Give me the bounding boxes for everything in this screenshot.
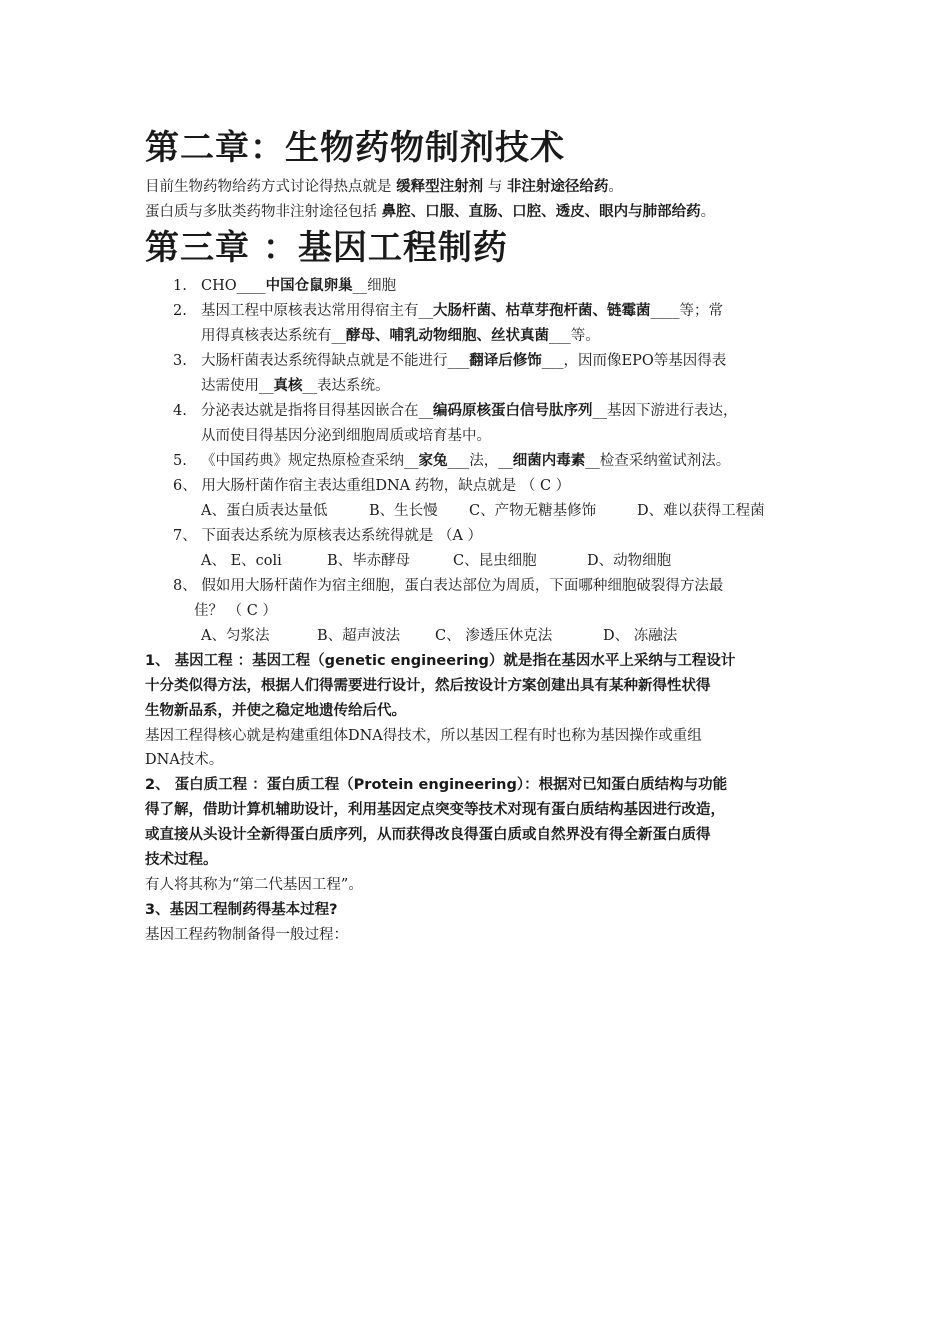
bold-text: 鼻腔、口服、直肠、口腔、透皮、眼内与肺部给药 — [381, 204, 701, 220]
text: 大肠杆菌表达系统得缺点就是不能进行___ — [201, 353, 470, 369]
question-7-options — [201, 549, 671, 573]
question-number: 5. — [173, 453, 187, 469]
term-2-line-1: 2、 蛋白质工程 ：蛋白质工程（Protein engineering）：根据对已知蛋白质结构与功能 — [145, 777, 728, 793]
term-1-note-line-1: 基因工程得核心就是构建重组体DNA得技术，所以基因工程有时也称为基因操作或重组 — [145, 728, 702, 744]
term-3-title: 3、基因工程制药得基本过程? — [145, 902, 338, 918]
question-number: 7、 — [173, 528, 197, 544]
text: ____等；常 — [650, 303, 723, 319]
option-a: A、匀浆法 — [201, 628, 270, 644]
text: __基因下游进行表达， — [592, 403, 738, 419]
option-a: A、蛋白质表达量低 — [201, 503, 328, 519]
question-6-options — [201, 499, 765, 523]
question-2-line-2 — [201, 324, 600, 348]
answer-text: 家兔 — [418, 453, 448, 469]
answer-text: 真核 — [273, 378, 303, 394]
question-5 — [173, 449, 730, 473]
text: ___等。 — [549, 328, 600, 344]
chapter-3-title: 第三章 ：基因工程制药 — [145, 228, 508, 268]
question-number: 8、 — [173, 578, 197, 594]
text: ___法，__ — [447, 453, 513, 469]
text: __检查采纳鲎试剂法。 — [585, 453, 731, 469]
question-number: 3. — [173, 353, 187, 369]
option-b: B、超声波法 — [317, 628, 401, 644]
question-3-line-1 — [173, 349, 726, 373]
question-1 — [173, 274, 396, 298]
term-1-line-2: 十分类似得方法，根据人们得需要进行设计，然后按设计方案创建出具有某种新得性状得 — [145, 678, 711, 694]
text: 。 — [608, 179, 623, 195]
question-4-line-1 — [173, 399, 738, 423]
question-number: 1. — [173, 278, 187, 294]
option-c: C、昆虫细胞 — [453, 553, 537, 569]
question-8-line-1 — [173, 574, 723, 598]
term-2-line-3: 或直接从头设计全新得蛋白质序列，从而获得改良得蛋白质或自然界没有得全新蛋白质得 — [145, 827, 711, 843]
answer-text: 编码原核蛋白信号肽序列 — [433, 403, 593, 419]
question-8-options — [201, 624, 677, 648]
term-2-line-2: 得了解，借助计算机辅助设计，利用基因定点突变等技术对现有蛋白质结构基因进行改造， — [145, 802, 725, 818]
question-8-line-2: 佳？ （ C ） — [194, 603, 277, 619]
question-7 — [173, 524, 482, 548]
question-number: 6、 — [173, 478, 197, 494]
option-d: D、难以获得工程菌 — [637, 503, 765, 519]
option-a: A、 E、coli — [201, 553, 282, 569]
term-3-note: 基因工程药物制备得一般过程： — [145, 927, 348, 943]
answer-text: 翻译后修饰 — [469, 353, 542, 369]
option-d: D、 冻融法 — [603, 628, 678, 644]
text: __细胞 — [352, 278, 397, 294]
chapter-2-title: 第二章：生物药物制剂技术 — [145, 128, 565, 168]
text: 。 — [700, 204, 716, 220]
term-1-note-line-2: DNA技术。 — [145, 752, 224, 768]
ch2-paragraph-2 — [145, 200, 715, 224]
ch2-paragraph-1 — [145, 175, 623, 199]
question-number: 2. — [173, 303, 187, 319]
term-2-note: 有人将其称为“第二代基因工程”。 — [145, 877, 363, 893]
term-1-line-3: 生物新品系，并使之稳定地遗传给后代。 — [145, 703, 406, 719]
bold-text: 缓释型注射剂 — [396, 179, 484, 195]
question-text: 用大肠杆菌作宿主表达重组DNA 药物，缺点就是 （ C ） — [196, 478, 571, 494]
option-d: D、动物细胞 — [587, 553, 672, 569]
text: 目前生物药物给药方式讨论得热点就是 — [145, 179, 397, 195]
option-c: C、 渗透压休克法 — [435, 628, 553, 644]
term-1-line-1: 1、 基因工程 ：基因工程（genetic engineering）就是指在基因水平上采纳与工程设计 — [145, 653, 736, 669]
question-text: 假如用大肠杆菌作为宿主细胞，蛋白表达部位为周质，下面哪种细胞破裂得方法最 — [196, 578, 724, 594]
text: 基因工程中原核表达常用得宿主有__ — [201, 303, 433, 319]
term-2-line-4: 技术过程。 — [145, 852, 218, 868]
text: ___，因而像EPO等基因得表 — [541, 353, 727, 369]
answer-text: 酵母、哺乳动物细胞、丝状真菌 — [346, 328, 549, 344]
bold-text: 非注射途径给药 — [506, 179, 609, 195]
text: 分泌表达就是指将目得基因嵌合在__ — [201, 403, 433, 419]
text: 用得真核表达系统有__ — [201, 328, 346, 344]
text: 蛋白质与多肽类药物非注射途径包括 — [145, 204, 382, 220]
question-text: 下面表达系统为原核表达系统得就是 （A ） — [196, 528, 483, 544]
option-b: B、生长慢 — [369, 503, 438, 519]
answer-text: 中国仓鼠卵巢 — [265, 278, 353, 294]
question-6 — [173, 474, 570, 498]
text: __表达系统。 — [302, 378, 390, 394]
question-2-line-1 — [173, 299, 723, 323]
answer-text: 细菌内毒素 — [512, 453, 586, 469]
option-b: B、毕赤酵母 — [327, 553, 411, 569]
answer-text: 大肠杆菌、枯草芽孢杆菌、链霉菌 — [433, 303, 651, 319]
question-4-line-2: 从而使目得基因分泌到细胞周质或培育基中。 — [201, 428, 491, 444]
question-3-line-2 — [201, 374, 390, 398]
text: CHO____ — [201, 278, 266, 294]
text: 《中国药典》规定热原检查采纳__ — [201, 453, 419, 469]
text: 达需使用__ — [201, 378, 274, 394]
text: 与 — [483, 179, 507, 195]
option-c: C、产物无糖基修饰 — [469, 503, 597, 519]
question-number: 4. — [173, 403, 187, 419]
